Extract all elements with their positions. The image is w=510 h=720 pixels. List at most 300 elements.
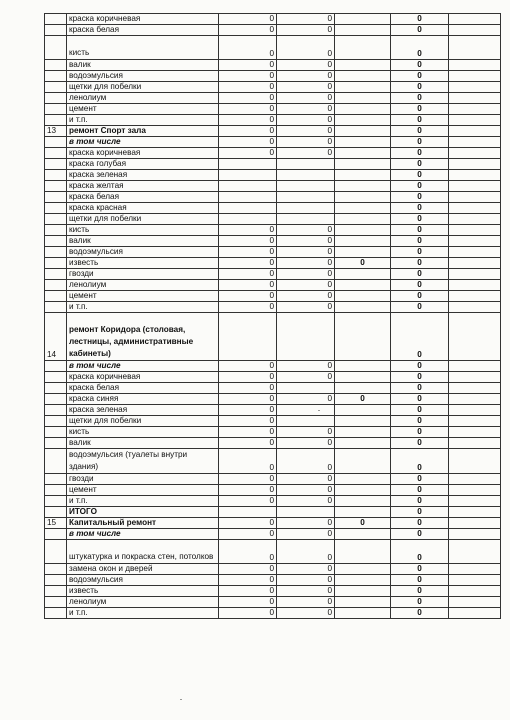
value-fact: 0	[277, 540, 335, 564]
value-total: 0	[391, 313, 449, 361]
row-number	[45, 104, 67, 115]
value-fact: 0	[277, 148, 335, 159]
row-number: 13	[45, 126, 67, 137]
value-plan	[219, 170, 277, 181]
value-fact: 0	[277, 225, 335, 236]
empty-cell	[449, 564, 501, 575]
row-number	[45, 564, 67, 575]
value-total: 0	[391, 170, 449, 181]
table-row	[45, 586, 501, 597]
empty-cell	[449, 361, 501, 372]
value-total: 0	[391, 496, 449, 507]
item-name: краска коричневая	[67, 148, 219, 159]
value-plan: 0	[219, 60, 277, 71]
table-row	[45, 427, 501, 438]
row-number	[45, 170, 67, 181]
table-row	[45, 496, 501, 507]
value-extra	[335, 280, 391, 291]
value-total: 0	[391, 236, 449, 247]
table-row	[45, 137, 501, 148]
value-total: 0	[391, 82, 449, 93]
row-number	[45, 14, 67, 25]
empty-cell	[449, 608, 501, 619]
value-total: 0	[391, 25, 449, 36]
value-total: 0	[391, 247, 449, 258]
empty-cell	[449, 137, 501, 148]
row-number	[45, 93, 67, 104]
empty-cell	[449, 25, 501, 36]
empty-cell	[449, 60, 501, 71]
row-number	[45, 597, 67, 608]
value-fact	[277, 159, 335, 170]
empty-cell	[449, 280, 501, 291]
item-name: и т.п.	[67, 608, 219, 619]
table-row	[45, 313, 501, 361]
value-extra	[335, 474, 391, 485]
value-fact: 0	[277, 438, 335, 449]
value-extra	[335, 597, 391, 608]
value-fact: 0	[277, 427, 335, 438]
value-plan: 0	[219, 372, 277, 383]
value-fact	[277, 192, 335, 203]
value-plan: 0	[219, 247, 277, 258]
empty-cell	[449, 372, 501, 383]
value-fact: 0	[277, 302, 335, 313]
value-plan: 0	[219, 529, 277, 540]
table-row	[45, 291, 501, 302]
value-fact: 0	[277, 269, 335, 280]
value-fact: 0	[277, 291, 335, 302]
item-name: ленолиум	[67, 597, 219, 608]
empty-cell	[449, 394, 501, 405]
row-number	[45, 148, 67, 159]
table-row	[45, 71, 501, 82]
item-name: валик	[67, 60, 219, 71]
item-name: водоэмульсия (туалеты внутри здания)	[67, 449, 219, 474]
value-extra	[335, 575, 391, 586]
item-name: гвозди	[67, 474, 219, 485]
value-plan	[219, 181, 277, 192]
item-name: ремонт Коридора (столовая, лестницы, административные кабинеты)	[67, 313, 219, 361]
value-extra	[335, 203, 391, 214]
row-number	[45, 71, 67, 82]
item-name: известь	[67, 258, 219, 269]
item-name: щетки для побелки	[67, 82, 219, 93]
row-number	[45, 137, 67, 148]
row-number	[45, 529, 67, 540]
table-row	[45, 302, 501, 313]
value-plan: 0	[219, 71, 277, 82]
item-name: Капитальный ремонт	[67, 518, 219, 529]
table-row	[45, 394, 501, 405]
value-extra	[335, 25, 391, 36]
empty-cell	[449, 416, 501, 427]
empty-cell	[449, 126, 501, 137]
value-extra: 0	[335, 258, 391, 269]
table-row	[45, 269, 501, 280]
value-fact	[277, 383, 335, 394]
table-row	[45, 361, 501, 372]
empty-cell	[449, 313, 501, 361]
empty-cell	[449, 529, 501, 540]
table-row	[45, 540, 501, 564]
row-number	[45, 181, 67, 192]
value-fact: 0	[277, 236, 335, 247]
value-plan: 0	[219, 564, 277, 575]
value-extra	[335, 540, 391, 564]
empty-cell	[449, 518, 501, 529]
value-fact: 0	[277, 586, 335, 597]
value-plan: 0	[219, 104, 277, 115]
value-total: 0	[391, 280, 449, 291]
row-number	[45, 427, 67, 438]
value-extra	[335, 507, 391, 518]
value-total: 0	[391, 586, 449, 597]
value-total: 0	[391, 71, 449, 82]
value-fact: 0	[277, 474, 335, 485]
value-fact: 0	[277, 104, 335, 115]
value-fact	[277, 181, 335, 192]
value-extra	[335, 485, 391, 496]
item-name: краска желтая	[67, 181, 219, 192]
value-plan: 0	[219, 137, 277, 148]
empty-cell	[449, 148, 501, 159]
table-row	[45, 474, 501, 485]
row-number: 15	[45, 518, 67, 529]
value-total: 0	[391, 14, 449, 25]
item-name: валик	[67, 438, 219, 449]
table-row	[45, 247, 501, 258]
item-name: в том числе	[67, 137, 219, 148]
row-number	[45, 608, 67, 619]
empty-cell	[449, 597, 501, 608]
value-plan: 0	[219, 93, 277, 104]
row-number	[45, 291, 67, 302]
item-name: кисть	[67, 427, 219, 438]
row-number	[45, 405, 67, 416]
row-number	[45, 438, 67, 449]
value-extra	[335, 181, 391, 192]
table-row	[45, 405, 501, 416]
value-plan: 0	[219, 383, 277, 394]
value-total: 0	[391, 214, 449, 225]
empty-cell	[449, 225, 501, 236]
empty-cell	[449, 71, 501, 82]
row-number	[45, 25, 67, 36]
value-extra	[335, 449, 391, 474]
value-extra	[335, 214, 391, 225]
table-row	[45, 192, 501, 203]
value-total: 0	[391, 575, 449, 586]
table-row	[45, 597, 501, 608]
row-number	[45, 236, 67, 247]
value-plan: 0	[219, 597, 277, 608]
row-number	[45, 540, 67, 564]
value-total: 0	[391, 137, 449, 148]
value-extra	[335, 438, 391, 449]
value-plan: 0	[219, 474, 277, 485]
empty-cell	[449, 192, 501, 203]
value-extra	[335, 104, 391, 115]
value-plan: 0	[219, 496, 277, 507]
value-plan: 0	[219, 540, 277, 564]
value-fact: 0	[277, 71, 335, 82]
value-extra	[335, 137, 391, 148]
row-number	[45, 115, 67, 126]
row-number	[45, 302, 67, 313]
empty-cell	[449, 474, 501, 485]
value-fact: 0	[277, 529, 335, 540]
table-row	[45, 507, 501, 518]
value-fact: 0	[277, 126, 335, 137]
value-fact: 0	[277, 394, 335, 405]
empty-cell	[449, 427, 501, 438]
row-number	[45, 258, 67, 269]
table-row	[45, 203, 501, 214]
value-total: 0	[391, 416, 449, 427]
row-number	[45, 372, 67, 383]
item-name: ремонт Спорт зала	[67, 126, 219, 137]
item-name: замена окон и дверей	[67, 564, 219, 575]
empty-cell	[449, 507, 501, 518]
item-name: и т.п.	[67, 302, 219, 313]
value-total: 0	[391, 148, 449, 159]
item-name: краска зеленая	[67, 405, 219, 416]
row-number	[45, 449, 67, 474]
value-extra	[335, 93, 391, 104]
empty-cell	[449, 236, 501, 247]
table-row	[45, 36, 501, 60]
item-name: ленолиум	[67, 93, 219, 104]
value-total: 0	[391, 36, 449, 60]
table-row	[45, 383, 501, 394]
value-plan: 0	[219, 302, 277, 313]
empty-cell	[449, 203, 501, 214]
row-number	[45, 247, 67, 258]
value-fact	[277, 313, 335, 361]
value-fact	[277, 203, 335, 214]
value-extra	[335, 115, 391, 126]
item-name: цемент	[67, 104, 219, 115]
table-row	[45, 181, 501, 192]
item-name: валик	[67, 236, 219, 247]
table-row	[45, 449, 501, 474]
table-row	[45, 148, 501, 159]
item-name: краска голубая	[67, 159, 219, 170]
value-plan: 0	[219, 438, 277, 449]
value-extra	[335, 529, 391, 540]
table-row	[45, 280, 501, 291]
item-name: водоэмульсия	[67, 575, 219, 586]
value-extra	[335, 14, 391, 25]
table-row	[45, 115, 501, 126]
value-plan	[219, 203, 277, 214]
empty-cell	[449, 170, 501, 181]
value-extra	[335, 427, 391, 438]
value-fact: 0	[277, 564, 335, 575]
item-name: водоэмульсия	[67, 71, 219, 82]
value-plan: 0	[219, 291, 277, 302]
value-plan: 0	[219, 269, 277, 280]
row-number	[45, 586, 67, 597]
value-extra: 0	[335, 394, 391, 405]
row-number: 14	[45, 313, 67, 361]
value-extra	[335, 148, 391, 159]
row-number	[45, 383, 67, 394]
value-plan: 0	[219, 25, 277, 36]
item-name: краска синяя	[67, 394, 219, 405]
row-number	[45, 361, 67, 372]
table-row	[45, 93, 501, 104]
value-total: 0	[391, 159, 449, 170]
empty-cell	[449, 82, 501, 93]
table-row	[45, 608, 501, 619]
value-fact: 0	[277, 36, 335, 60]
value-total: 0	[391, 126, 449, 137]
value-plan: 0	[219, 258, 277, 269]
value-fact	[277, 170, 335, 181]
empty-cell	[449, 36, 501, 60]
value-fact: 0	[277, 496, 335, 507]
value-plan: 0	[219, 14, 277, 25]
table-row	[45, 485, 501, 496]
value-total: 0	[391, 258, 449, 269]
empty-cell	[449, 383, 501, 394]
row-number	[45, 496, 67, 507]
item-name: краска белая	[67, 25, 219, 36]
value-total: 0	[391, 93, 449, 104]
value-plan: 0	[219, 236, 277, 247]
value-fact: 0	[277, 485, 335, 496]
value-extra	[335, 302, 391, 313]
item-name: краска коричневая	[67, 372, 219, 383]
value-extra	[335, 496, 391, 507]
value-total: 0	[391, 269, 449, 280]
item-name: цемент	[67, 485, 219, 496]
value-total: 0	[391, 60, 449, 71]
item-name: краска белая	[67, 192, 219, 203]
scan-speck	[318, 410, 320, 411]
value-extra	[335, 383, 391, 394]
value-fact: 0	[277, 247, 335, 258]
value-total: 0	[391, 361, 449, 372]
value-fact: 0	[277, 258, 335, 269]
row-number	[45, 60, 67, 71]
value-total: 0	[391, 302, 449, 313]
value-total: 0	[391, 597, 449, 608]
table-row	[45, 104, 501, 115]
value-plan: 0	[219, 416, 277, 427]
value-plan: 0	[219, 225, 277, 236]
empty-cell	[449, 438, 501, 449]
budget-table	[44, 13, 501, 619]
empty-cell	[449, 214, 501, 225]
row-number	[45, 214, 67, 225]
table-row	[45, 214, 501, 225]
value-extra	[335, 313, 391, 361]
value-fact: 0	[277, 372, 335, 383]
value-fact: 0	[277, 14, 335, 25]
value-fact: 0	[277, 597, 335, 608]
row-number	[45, 416, 67, 427]
empty-cell	[449, 14, 501, 25]
table-row	[45, 25, 501, 36]
value-total: 0	[391, 203, 449, 214]
value-extra	[335, 372, 391, 383]
value-extra	[335, 170, 391, 181]
table-row	[45, 60, 501, 71]
value-extra	[335, 192, 391, 203]
value-extra	[335, 586, 391, 597]
empty-cell	[449, 575, 501, 586]
value-plan	[219, 192, 277, 203]
value-total: 0	[391, 540, 449, 564]
table-row	[45, 564, 501, 575]
value-fact: 0	[277, 137, 335, 148]
table-row	[45, 14, 501, 25]
item-name: в том числе	[67, 361, 219, 372]
value-extra	[335, 608, 391, 619]
value-plan: 0	[219, 82, 277, 93]
value-plan: 0	[219, 148, 277, 159]
value-fact: 0	[277, 280, 335, 291]
value-extra	[335, 291, 391, 302]
value-extra	[335, 416, 391, 427]
table-row	[45, 575, 501, 586]
table-row	[45, 518, 501, 529]
value-total: 0	[391, 383, 449, 394]
value-plan: 0	[219, 394, 277, 405]
table-row	[45, 372, 501, 383]
empty-cell	[449, 93, 501, 104]
value-fact: 0	[277, 60, 335, 71]
value-extra	[335, 36, 391, 60]
value-extra	[335, 269, 391, 280]
value-plan: 0	[219, 405, 277, 416]
value-extra: 0	[335, 518, 391, 529]
row-number	[45, 192, 67, 203]
value-total: 0	[391, 427, 449, 438]
value-fact: 0	[277, 361, 335, 372]
value-extra	[335, 225, 391, 236]
value-plan: 0	[219, 608, 277, 619]
value-total: 0	[391, 564, 449, 575]
value-plan	[219, 159, 277, 170]
row-number	[45, 394, 67, 405]
item-name: известь	[67, 586, 219, 597]
item-name: щетки для побелки	[67, 214, 219, 225]
item-name: краска красная	[67, 203, 219, 214]
value-extra	[335, 126, 391, 137]
table-row	[45, 236, 501, 247]
value-plan: 0	[219, 586, 277, 597]
value-total: 0	[391, 474, 449, 485]
item-name: штукатурка и покраска стен, потолков	[67, 540, 219, 564]
value-total: 0	[391, 405, 449, 416]
table-row	[45, 159, 501, 170]
row-number	[45, 280, 67, 291]
empty-cell	[449, 496, 501, 507]
empty-cell	[449, 405, 501, 416]
value-fact: 0	[277, 93, 335, 104]
value-total: 0	[391, 608, 449, 619]
value-total: 0	[391, 115, 449, 126]
table-row	[45, 529, 501, 540]
value-plan: 0	[219, 36, 277, 60]
row-number	[45, 159, 67, 170]
value-plan: 0	[219, 361, 277, 372]
table-row	[45, 258, 501, 269]
